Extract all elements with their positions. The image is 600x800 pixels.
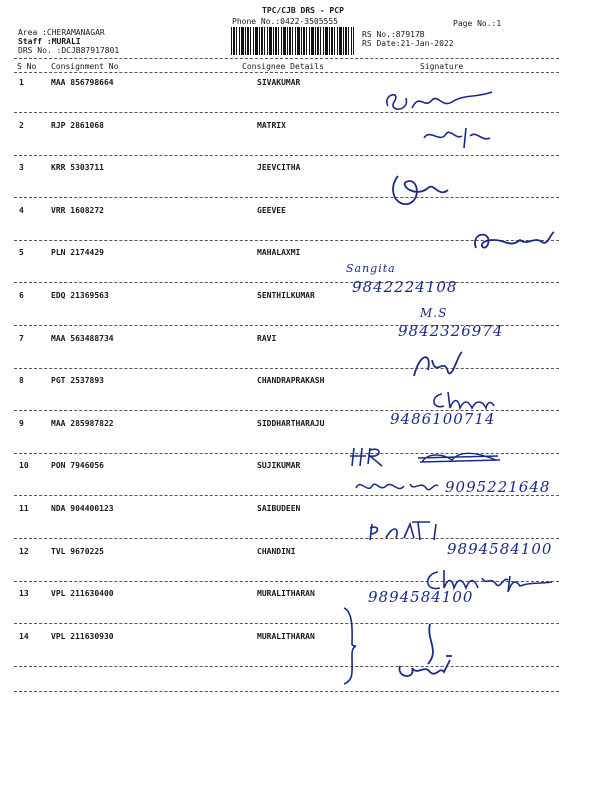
- rs-date: RS Date:21-Jan-2022: [362, 39, 454, 48]
- signature-2: [420, 124, 500, 154]
- handwritten-phone-5: 9842224108: [352, 278, 458, 296]
- signature-13-14: [390, 620, 470, 688]
- row-consignee: SUJIKUMAR: [257, 461, 301, 470]
- row-consignment-no: VRR 1608272: [51, 206, 104, 215]
- staff-label: Staff :MURALI: [18, 37, 81, 46]
- row-separator: [14, 538, 559, 539]
- row-consignee: MATRIX: [257, 121, 286, 130]
- handwritten-phone-10: 9095221648: [445, 478, 551, 496]
- row-separator: [14, 666, 559, 667]
- row-consignee: RAVI: [257, 334, 277, 343]
- row-sno: 9: [19, 419, 24, 428]
- row-consignment-no: KRR 5303711: [51, 163, 104, 172]
- handwritten-phone-11: 9894584100: [447, 540, 553, 558]
- row-consignee: MAHALAXMI: [257, 248, 301, 257]
- handwritten-phone-8: 9486100714: [390, 410, 496, 428]
- row-separator: [14, 282, 559, 283]
- row-sno: 11: [19, 504, 29, 513]
- row-separator: [14, 155, 559, 156]
- row-consignment-no: VPL 211630400: [51, 589, 114, 598]
- phone-number: Phone No.:0422-3505555: [232, 17, 338, 26]
- row-separator: [14, 623, 559, 624]
- rs-number: RS No.:87917B: [362, 30, 425, 39]
- col-signature: Signature: [420, 62, 464, 71]
- row-consignment-no: MAA 285987822: [51, 419, 114, 428]
- signature-bracket-13-14: [340, 606, 360, 690]
- row-consignment-no: EDQ 21369563: [51, 291, 109, 300]
- row-sno: 2: [19, 121, 24, 130]
- row-sno: 4: [19, 206, 24, 215]
- drs-number: DRS No. :DCJB87917801: [18, 46, 120, 55]
- row-sno: 7: [19, 334, 24, 343]
- row-consignee: SIDDHARTHARAJU: [257, 419, 325, 428]
- handwritten-phone-12: 9894584100: [368, 588, 474, 606]
- handwritten-initials-6: M.S: [420, 306, 448, 320]
- row-consignee: SAIBUDEEN: [257, 504, 301, 513]
- row-consignee: CHANDINI: [257, 547, 296, 556]
- row-consignment-no: PLN 2174429: [51, 248, 104, 257]
- col-sno: S No: [17, 62, 37, 71]
- row-consignee: MURALITHARAN: [257, 632, 315, 641]
- row-consignment-no: MAA 563488734: [51, 334, 114, 343]
- row-consignment-no: PON 7946056: [51, 461, 104, 470]
- row-consignment-no: PGT 2537893: [51, 376, 104, 385]
- signature-5: Sangita: [346, 262, 396, 275]
- signature-7: [410, 350, 470, 384]
- row-sno: 3: [19, 163, 24, 172]
- signature-4: [470, 228, 560, 258]
- page-number: Page No.:1: [453, 19, 502, 28]
- row-consignee: GEEVEE: [257, 206, 286, 215]
- row-sno: 8: [19, 376, 24, 385]
- row-sno: 12: [19, 547, 29, 556]
- col-consignment: Consignment No: [51, 62, 119, 71]
- row-consignment-no: TVL 9670225: [51, 547, 104, 556]
- row-sno: 10: [19, 461, 29, 470]
- area-label: Area :CHERAMANAGAR: [18, 28, 105, 37]
- row-separator: [14, 368, 559, 369]
- barcode: [231, 27, 354, 55]
- row-sno: 1: [19, 78, 24, 87]
- row-consignee: SENTHILKUMAR: [257, 291, 315, 300]
- row-consignee: MURALITHARAN: [257, 589, 315, 598]
- row-separator: [14, 197, 559, 198]
- col-consignee: Consignee Details: [242, 62, 324, 71]
- row-consignee: JEEVCITHA: [257, 163, 301, 172]
- signature-3: [388, 168, 458, 214]
- handwritten-phone-6: 9842326974: [398, 322, 504, 340]
- row-consignee: CHANDRAPRAKASH: [257, 376, 325, 385]
- signature-11: [366, 518, 456, 548]
- header-rule-top: [14, 58, 559, 59]
- signature-9: [348, 444, 518, 474]
- signature-1: [380, 88, 500, 122]
- header-rule-bottom: [14, 72, 559, 73]
- row-consignment-no: NDA 904400123: [51, 504, 114, 513]
- row-consignee: SIVAKUMAR: [257, 78, 301, 87]
- row-consignment-no: VPL 211630930: [51, 632, 114, 641]
- table-end-rule: [14, 691, 559, 692]
- row-consignment-no: RJP 2861068: [51, 121, 104, 130]
- row-sno: 5: [19, 248, 24, 257]
- signature-10: [352, 474, 442, 504]
- document-title: TPC/CJB DRS - PCP: [262, 6, 344, 15]
- row-sno: 14: [19, 632, 29, 641]
- row-sno: 6: [19, 291, 24, 300]
- row-sno: 13: [19, 589, 29, 598]
- row-consignment-no: MAA 856798664: [51, 78, 114, 87]
